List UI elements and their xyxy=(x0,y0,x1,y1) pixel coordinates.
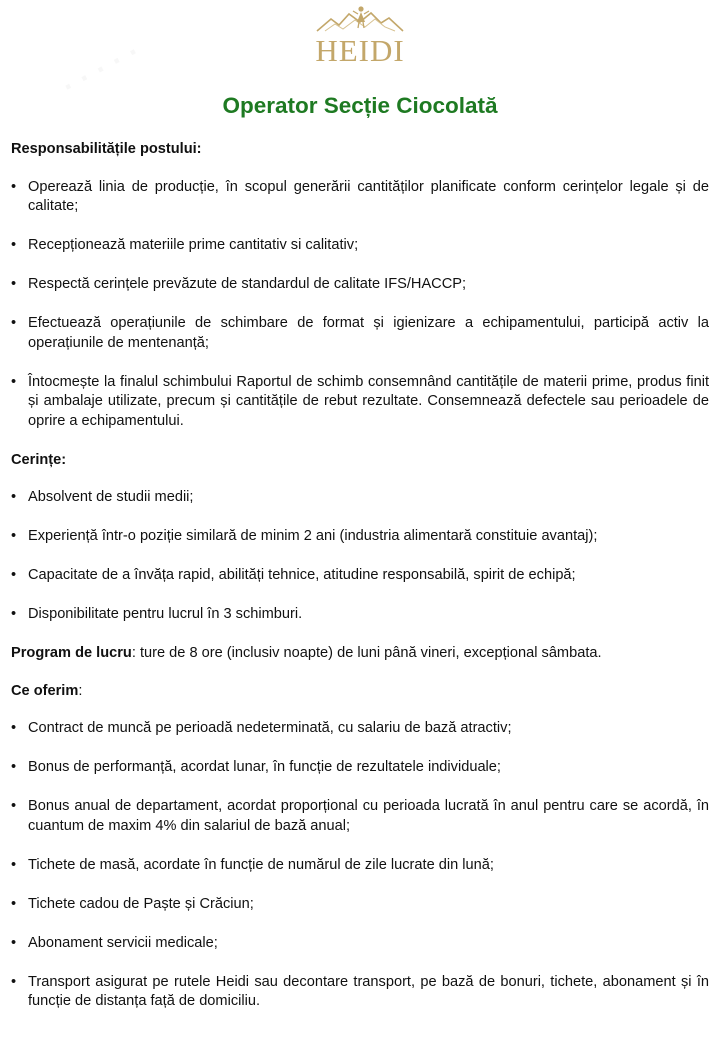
offer-heading xyxy=(11,682,709,702)
responsibilities-heading: Responsabilitățile postului: xyxy=(11,141,202,157)
work-schedule xyxy=(11,644,709,664)
list-item: • Bonus anual de departament, acordat proporțional cu perioada lucrată în anul pentru care se acordă, în cuantum de maxim 4% din salariul de bază anual; xyxy=(11,797,709,836)
offer-list xyxy=(11,719,709,1012)
list-item: • Disponibilitate pentru lucrul în 3 schimburi. xyxy=(11,605,709,625)
list-item: • Experiență într-o poziție similară de minim 2 ani (industria alimentară constituie avantaj); xyxy=(11,527,709,547)
list-item: • Contract de muncă pe perioadă nedeterminată, cu salariu de bază atractiv; xyxy=(11,719,709,739)
list-item: • Respectă cerințele prevăzute de standardul de calitate IFS/HACCP; xyxy=(11,275,709,295)
list-item: • Operează linia de producție, în scopul generării cantităților planificate conform cerințelor legale și de calitate; xyxy=(11,178,709,217)
heidi-logo xyxy=(0,0,720,74)
list-item: • Transport asigurat pe rutele Heidi sau decontare transport, pe bază de bonuri, tichete, abonament și în funcție de distanța față de domiciliu. xyxy=(11,973,709,1012)
job-description xyxy=(11,140,709,1031)
offer-label: Ce oferim xyxy=(11,682,79,699)
list-item: • Bonus de performanță, acordat lunar, în funcție de rezultatele individuale; xyxy=(11,758,709,778)
requirements-list xyxy=(11,488,709,625)
watermark: · · · · · xyxy=(57,35,147,104)
list-item: • Tichete de masă, acordate în funcție de numărul de zile lucrate din lună; xyxy=(11,856,709,876)
list-item: • Absolvent de studii medii; xyxy=(11,488,709,508)
responsibilities-list xyxy=(11,178,709,432)
list-item: • Tichete cadou de Paște și Crăciun; xyxy=(11,895,709,915)
list-item: • Întocmește la finalul schimbului Raportul de schimb consemnând cantitățile de materii prime, produs finit și ambalaje utilizate, precum și cantitățile de rebut rezultate. Consemnează defectele sau perioadele de oprire a echipamentului. xyxy=(11,373,709,432)
logo-wordmark: HEIDI xyxy=(315,33,405,68)
list-item: • Capacitate de a învăța rapid, abilități tehnice, atitudine responsabilă, spirit de echipă; xyxy=(11,566,709,586)
schedule-text: : ture de 8 ore (inclusiv noapte) de luni până vineri, excepțional sâmbata. xyxy=(131,645,602,661)
page-title: Operator Secție Ciocolată xyxy=(222,93,498,118)
list-item: • Recepționează materiile prime cantitativ si calitativ; xyxy=(11,236,709,256)
list-item: • Efectuează operațiunile de schimbare de format și igienizare a echipamentului, participă activ la operațiunile de mentenanță; xyxy=(11,314,709,353)
schedule-label: Program de lucru xyxy=(11,645,132,661)
requirements-heading: Cerințe: xyxy=(11,451,67,468)
list-item: • Abonament servicii medicale; xyxy=(11,934,709,954)
offer-suffix: : xyxy=(78,682,83,699)
mountain-girl-emblem-icon xyxy=(315,4,405,34)
